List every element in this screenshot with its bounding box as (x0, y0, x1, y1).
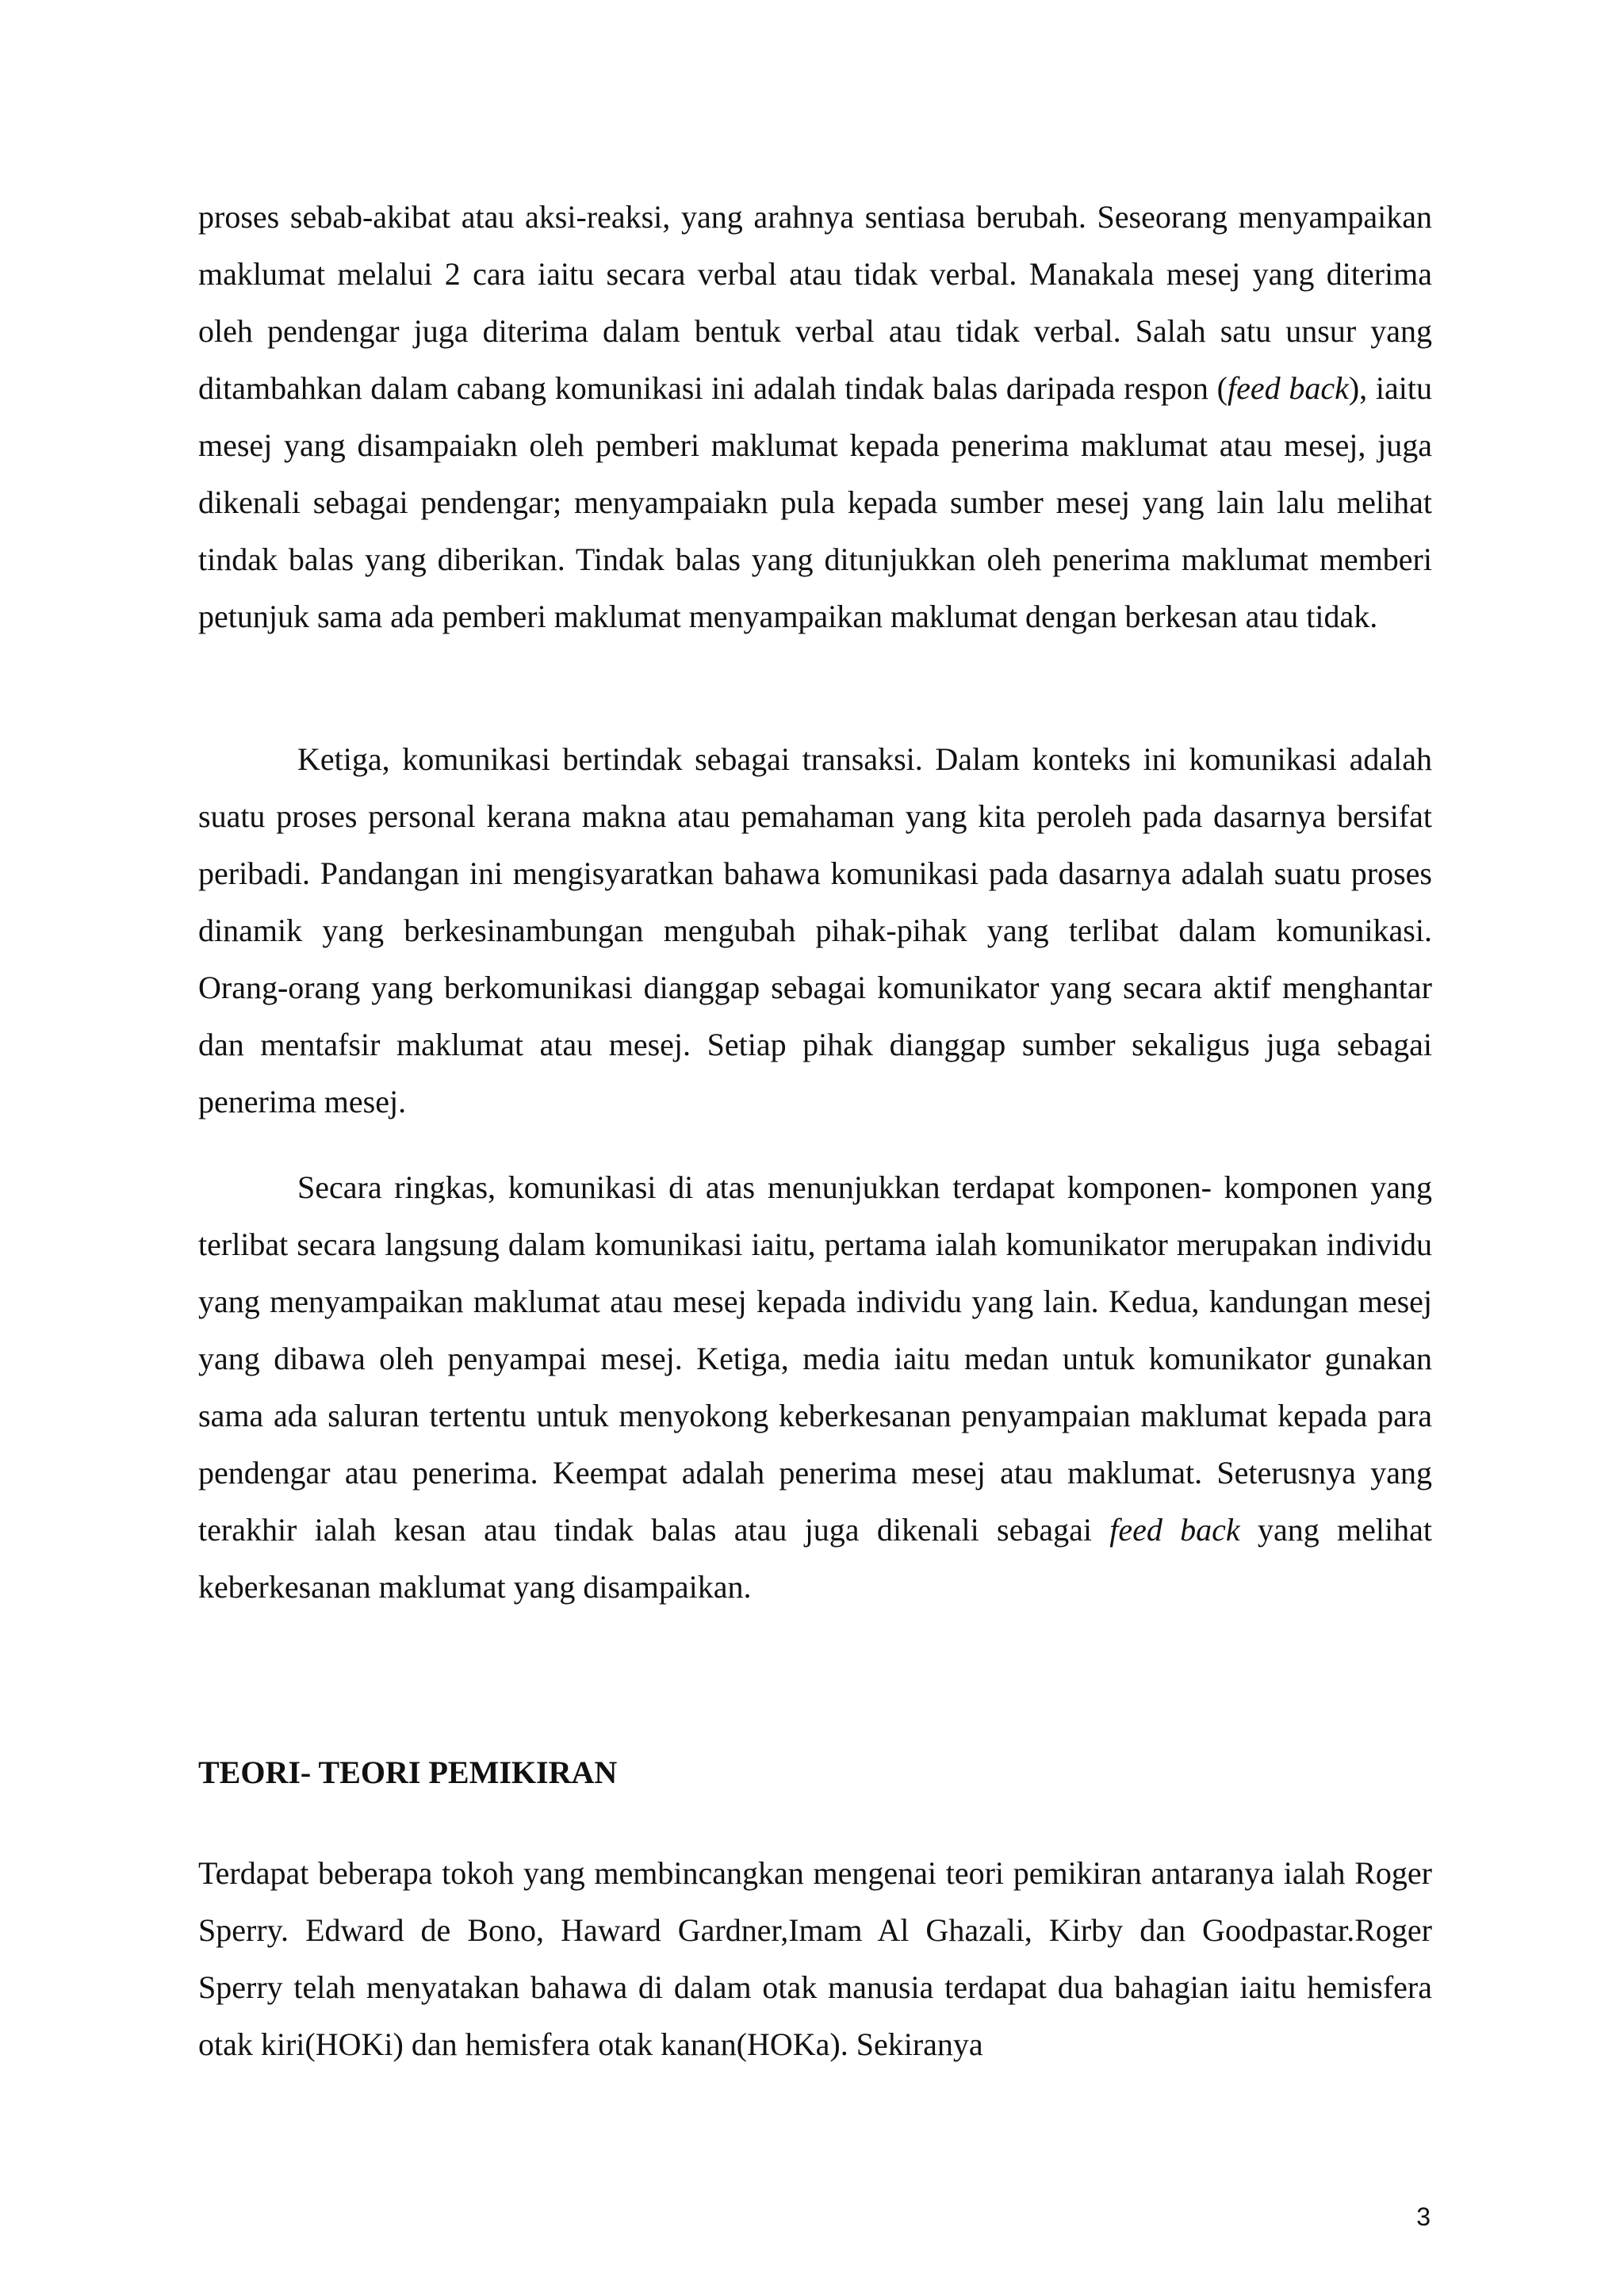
paragraph-1-italic-term: feed back (1227, 370, 1349, 406)
paragraph-2: Ketiga, komunikasi bertindak sebagai transaksi. Dalam konteks ini komunikasi adalah suatu proses personal kerana makna atau pemahaman yang kita peroleh pada dasarnya bersifat peribadi. Pandangan ini mengisyaratkan bahawa komunikasi pada dasarnya adalah suatu proses dinamik yang berkesinambungan mengubah pihak-pihak yang terlibat dalam komunikasi. Orang-orang yang berkomunikasi dianggap sebagai komunikator yang secara aktif menghantar dan mentafsir maklumat atau mesej. Setiap pihak dianggap sumber sekaligus juga sebagai penerima mesej. (198, 741, 1432, 1119)
paragraph-3-text-a: Secara ringkas, komunikasi di atas menunjukkan terdapat komponen- komponen yang terlibat secara langsung dalam komunikasi iaitu, pertama ialah komunikator merupakan individu yang menyampaikan maklumat atau mesej kepada individu yang lain. Kedua, kandungan mesej yang dibawa oleh penyampai mesej. Ketiga, media iaitu medan untuk komunikator gunakan sama ada saluran tertentu untuk menyokong keberkesanan penyampaian maklumat kepada para pendengar atau penerima. Keempat adalah penerima mesej atau maklumat. Seterusnya yang terakhir ialah kesan atau tindak balas atau juga dikenali sebagai (198, 1169, 1432, 1548)
section-heading: TEORI- TEORI PEMIKIRAN (198, 1755, 618, 1790)
paragraph-3 (198, 1159, 1432, 1616)
paragraph-1-text-b: ), iaitu mesej yang disampaiakn oleh pemberi maklumat kepada penerima maklumat atau mesej, juga dikenali sebagai pendengar; menyampaiakn pula kepada sumber mesej yang lain lalu melihat tindak balas yang diberikan. Tindak balas yang ditunjukkan oleh penerima maklumat memberi petunjuk sama ada pemberi maklumat menyampaikan maklumat dengan berkesan atau tidak. (198, 370, 1432, 634)
paragraph-3-italic-term: feed back (1109, 1512, 1240, 1548)
paragraph-3-text-b: yang melihat keberkesanan maklumat yang disampaikan. (198, 1512, 1433, 1605)
paragraph-1 (198, 189, 1432, 645)
paragraph-1-text-a: proses sebab-akibat atau aksi-reaksi, yang arahnya sentiasa berubah. Seseorang menyampaikan maklumat melalui 2 cara iaitu secara verbal atau tidak verbal. Manakala mesej yang diterima oleh pendengar juga diterima dalam bentuk verbal atau tidak verbal. Salah satu unsur yang ditambahkan dalam cabang komunikasi ini adalah tindak balas daripada respon ( (198, 199, 1432, 406)
paragraph-4: Terdapat beberapa tokoh yang membincangkan mengenai teori pemikiran antaranya ialah Roger Sperry. Edward de Bono, Haward Gardner,Imam Al Ghazali, Kirby dan Goodpastar.Roger Sperry telah menyatakan bahawa di dalam otak manusia terdapat dua bahagian iaitu hemisfera otak kiri(HOKi) dan hemisfera otak kanan(HOKa). Sekiranya (198, 1855, 1432, 2062)
page-number: 3 (1416, 2202, 1431, 2231)
